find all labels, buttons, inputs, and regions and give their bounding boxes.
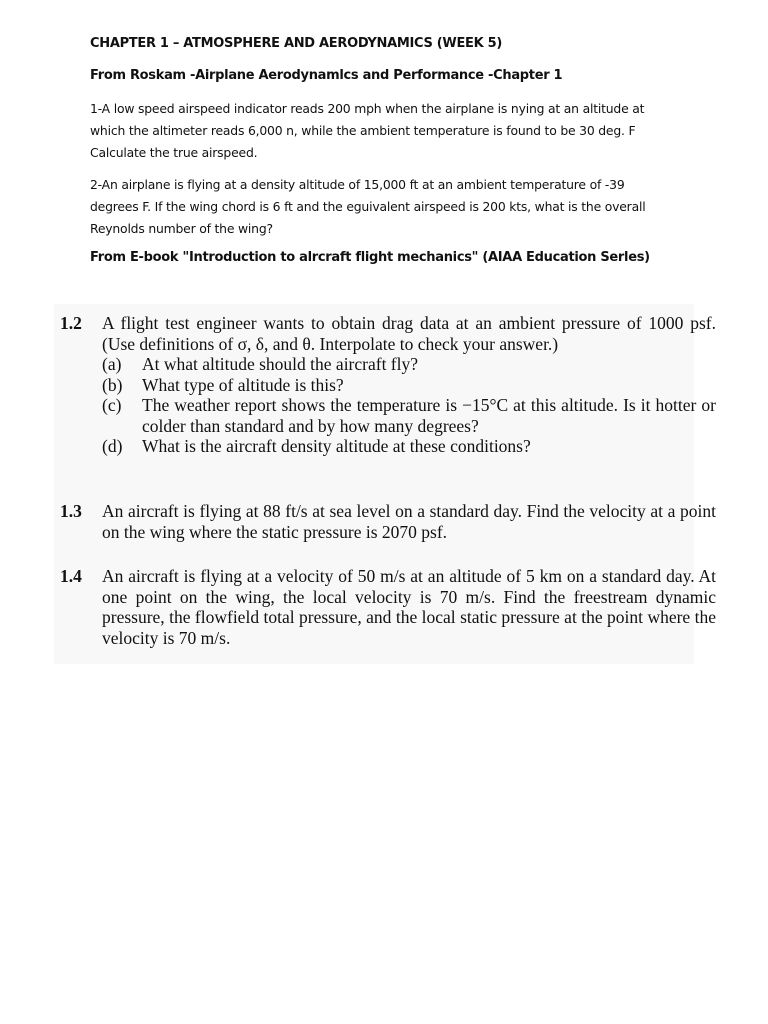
q1-line-1: 1-A low speed airspeed indicator reads 200 mph when the airplane is nying at an altitude at bbox=[90, 101, 645, 116]
problem-number: 1.3 bbox=[60, 501, 82, 521]
ebook-heading: From E-book "Introduction to alrcraft flight mechanics" (AIAA Education Serles) bbox=[90, 250, 650, 265]
problem-item bbox=[102, 375, 716, 396]
problem-body bbox=[102, 313, 716, 457]
problem-text: An aircraft is flying at a velocity of 50 m/s at an altitude of 5 km on a standard day. At one point on the wing, the local velocity is 70 m/s. Find the freestream dynamic pressure, the flowfield total pressure, and the local static pressure at the point where the velocity is 70 m/s. bbox=[102, 566, 716, 648]
problem-item bbox=[102, 395, 716, 436]
item-label: (d) bbox=[102, 436, 123, 456]
item-text: What type of altitude is this? bbox=[142, 374, 344, 395]
problem-item bbox=[102, 436, 716, 457]
item-label: (c) bbox=[102, 395, 122, 415]
problem-number: 1.2 bbox=[60, 313, 82, 333]
item-label: (a) bbox=[102, 354, 122, 374]
item-label: (b) bbox=[102, 374, 123, 395]
q1-line-3: Calculate the true airspeed. bbox=[90, 145, 258, 160]
problem-number: 1.4 bbox=[60, 566, 82, 586]
q2-line-1: 2-An airplane is flying at a density altitude of 15,000 ft at an ambient temperature of -39 bbox=[90, 177, 625, 192]
q2-line-2: degrees F. If the wing chord is 6 ft and the eguivalent airspeed is 200 kts, what is the overall bbox=[90, 199, 646, 214]
item-text: The weather report shows the temperature is −15°C at this altitude. Is it hotter or colder than standard and by how many degrees? bbox=[142, 395, 716, 436]
question-2 bbox=[90, 174, 670, 240]
item-text: At what altitude should the aircraft fly? bbox=[142, 354, 419, 374]
q1-line-2: which the altimeter reads 6,000 n, while the ambient temperature is found to be 30 deg. F bbox=[90, 123, 636, 138]
problem-item bbox=[102, 354, 716, 375]
problem-text: An aircraft is flying at 88 ft/s at sea level on a standard day. Find the velocity at a point on the wing where the static pressure is 2070 psf. bbox=[102, 501, 716, 542]
item-text: What is the aircraft density altitude at these conditions? bbox=[142, 436, 531, 456]
problem-text: A flight test engineer wants to obtain drag data at an ambient pressure of 1000 psf. (Use definitions of σ, δ, and θ. Interpolate to check your answer.) bbox=[102, 313, 716, 354]
question-1 bbox=[90, 98, 670, 164]
q2-line-3: Reynolds number of the wing? bbox=[90, 221, 273, 236]
roskam-heading: From Roskam -Airplane Aerodynamlcs and Performance -Chapter 1 bbox=[90, 68, 563, 83]
chapter-title: CHAPTER 1 – ATMOSPHERE AND AERODYNAMICS (WEEK 5) bbox=[90, 36, 502, 51]
